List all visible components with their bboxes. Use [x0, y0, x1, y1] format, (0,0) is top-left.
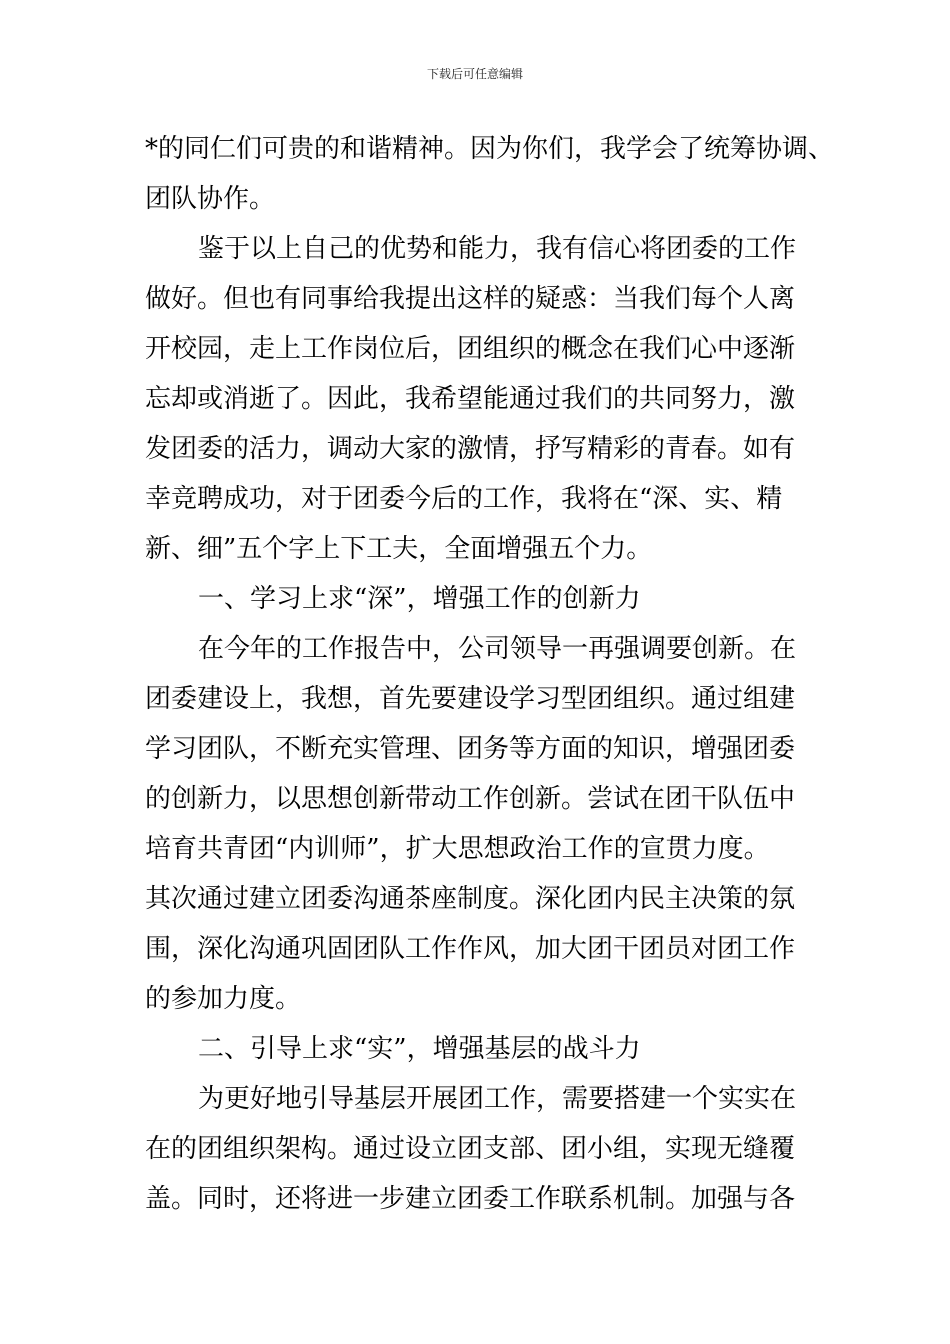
text-line: 的创新力，以思想创新带动工作创新。尝试在团干队伍中: [145, 784, 796, 814]
text-line: 忘却或消逝了。因此，我希望能通过我们的共同努力，激: [145, 384, 796, 414]
text-line: 的参加力度。: [145, 984, 302, 1014]
section-heading-1: 一、学习上求“深”，增强工作的创新力: [198, 584, 641, 614]
text-line: 新、细”五个字上下工夫，全面增强五个力。: [145, 534, 653, 564]
text-line: 做好。但也有同事给我提出这样的疑惑：当我们每个人离: [145, 284, 796, 314]
text-line: 团委建设上，我想，首先要建设学习型团组织。通过组建: [145, 684, 796, 714]
text-line: 团队协作。: [145, 184, 276, 214]
paragraph-start-line: 在今年的工作报告中，公司领导一再强调要创新。在: [198, 634, 797, 664]
page-header: 下载后可任意编辑: [426, 67, 523, 81]
text-line: 其次通过建立团委沟通茶座制度。深化团内民主决策的氛: [145, 884, 796, 914]
text-line: 在的团组织架构。通过设立团支部、团小组，实现无缝覆: [145, 1134, 796, 1164]
text-line: 学习团队，不断充实管理、团务等方面的知识，增强团委: [145, 734, 796, 764]
section-heading-2: 二、引导上求“实”，增强基层的战斗力: [198, 1034, 641, 1064]
text-line: 围，深化沟通巩固团队工作作风，加大团干团员对团工作: [145, 934, 796, 964]
paragraph-start-line: 为更好地引导基层开展团工作，需要搭建一个实实在: [198, 1084, 797, 1114]
paragraph-start-line: 鉴于以上自己的优势和能力，我有信心将团委的工作: [198, 234, 797, 264]
text-line: 幸竞聘成功，对于团委今后的工作，我将在“深、实、精: [145, 484, 783, 514]
text-line: 盖。同时，还将进一步建立团委工作联系机制。加强与各: [145, 1184, 796, 1214]
text-line: 开校园，走上工作岗位后，团组织的概念在我们心中逐渐: [145, 334, 796, 364]
document-body: [145, 124, 835, 1224]
text-line: 发团委的活力，调动大家的激情，抒写精彩的青春。如有: [145, 434, 796, 464]
text-line: 培育共青团“内训师”，扩大思想政治工作的宣贯力度。: [145, 834, 770, 864]
text-line: *的同仁们可贵的和谐精神。因为你们，我学会了统筹协调、: [145, 134, 835, 164]
